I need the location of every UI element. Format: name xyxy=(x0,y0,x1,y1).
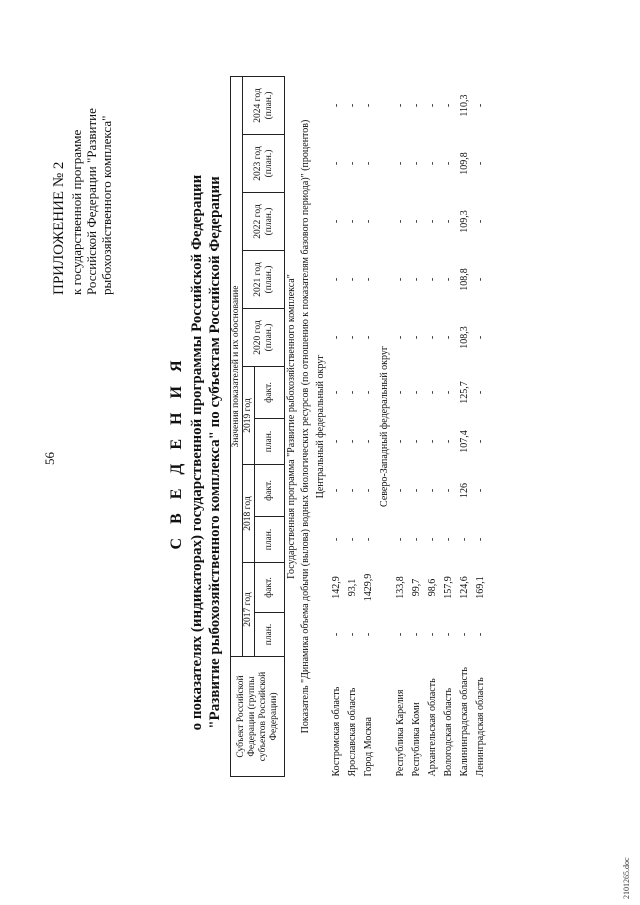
value-cell: - xyxy=(331,632,342,637)
appendix-line: к государственной программе xyxy=(69,129,84,295)
table-row xyxy=(409,77,425,777)
value-cell: - xyxy=(347,537,358,542)
value-cell: - xyxy=(411,488,422,493)
value-cell: - xyxy=(427,390,438,395)
value-cell: - xyxy=(347,488,358,493)
value-cell: - xyxy=(443,439,454,444)
value-cell: - xyxy=(443,632,454,637)
value-cell: - xyxy=(475,335,486,340)
value-cell: - xyxy=(475,439,486,444)
indicators-table xyxy=(230,76,489,777)
year-2020-header: 2020 год (план.) xyxy=(243,309,285,367)
value-cell: 110,3 xyxy=(459,94,470,117)
value-cell: - xyxy=(443,390,454,395)
value-cell: - xyxy=(443,277,454,282)
value-cell: - xyxy=(347,335,358,340)
value-cell: - xyxy=(395,277,406,282)
value-cell: - xyxy=(347,439,358,444)
value-cell: 133,8 xyxy=(395,576,406,599)
appendix-line: Российской Федерации "Развитие xyxy=(84,108,99,295)
region-name: Ярославская область xyxy=(347,687,358,777)
table-row xyxy=(473,77,489,777)
value-cell: - xyxy=(331,335,342,340)
value-cell: 169,1 xyxy=(475,576,486,599)
value-cell: - xyxy=(363,103,374,108)
document-title: С В Е Д Е Н И Я xyxy=(168,355,185,550)
district-title: Северо-Западный федеральный округ xyxy=(378,346,390,507)
value-cell: 1429,9 xyxy=(363,573,374,602)
value-cell: - xyxy=(363,537,374,542)
value-cell: - xyxy=(363,335,374,340)
value-cell: - xyxy=(411,537,422,542)
table-row xyxy=(329,77,345,777)
value-cell: - xyxy=(459,537,470,542)
value-cell: - xyxy=(443,537,454,542)
region-name: Ленинградская область xyxy=(475,677,486,777)
value-cell: - xyxy=(395,335,406,340)
value-cell: - xyxy=(331,488,342,493)
appendix-block xyxy=(52,15,114,295)
value-cell: 93,1 xyxy=(347,578,358,597)
value-cell: 109,8 xyxy=(459,152,470,175)
table-row xyxy=(425,77,441,777)
fact-header: факт. xyxy=(255,563,285,613)
subject-column-header: Субъект Российской Федерации (группы субъектов Российской Федерации) xyxy=(231,657,285,777)
value-cell: - xyxy=(331,219,342,224)
program-title: Государственная программа "Развитие рыбохозяйственного комплекса" xyxy=(285,274,297,579)
value-cell: - xyxy=(411,277,422,282)
value-cell: - xyxy=(475,632,486,637)
value-cell: - xyxy=(427,161,438,166)
value-cell: - xyxy=(347,277,358,282)
value-cell: - xyxy=(363,161,374,166)
value-cell: - xyxy=(443,488,454,493)
value-cell: - xyxy=(443,161,454,166)
value-cell: - xyxy=(411,390,422,395)
year-2019-header: 2019 год xyxy=(243,367,255,465)
value-cell: - xyxy=(475,219,486,224)
appendix-title: ПРИЛОЖЕНИЕ № 2 xyxy=(51,161,67,295)
table-row xyxy=(361,77,377,777)
value-cell: - xyxy=(363,219,374,224)
appendix-line: рыбохозяйственного комплекса" xyxy=(99,115,114,295)
value-cell: - xyxy=(395,219,406,224)
fact-header: факт. xyxy=(255,465,285,517)
value-cell: 108,8 xyxy=(459,268,470,291)
plan-header: план. xyxy=(255,419,285,465)
subtitle-line: "Развитие рыбохозяйственного комплекса" по субъектам Российской Федерации xyxy=(207,176,223,729)
table-row xyxy=(441,77,457,777)
value-cell: 107,4 xyxy=(459,430,470,453)
value-cell: - xyxy=(395,632,406,637)
value-cell: - xyxy=(395,488,406,493)
value-cell: - xyxy=(427,537,438,542)
value-cell: - xyxy=(443,103,454,108)
plan-header: план. xyxy=(255,517,285,563)
value-cell: - xyxy=(331,390,342,395)
value-cell: - xyxy=(331,537,342,542)
value-cell: 109,3 xyxy=(459,210,470,233)
table-row xyxy=(345,77,361,777)
value-cell: - xyxy=(347,632,358,637)
value-cell: - xyxy=(475,537,486,542)
value-cell: - xyxy=(347,161,358,166)
value-cell: - xyxy=(427,632,438,637)
value-cell: 125,7 xyxy=(459,381,470,404)
value-cell: 108,3 xyxy=(459,326,470,349)
value-cell: - xyxy=(411,161,422,166)
document-id: 2101265.doc xyxy=(622,857,631,899)
document-subtitle xyxy=(188,0,224,905)
region-name: Республика Карелия xyxy=(395,689,406,777)
value-cell: - xyxy=(411,632,422,637)
value-cell: - xyxy=(363,488,374,493)
value-cell: - xyxy=(331,277,342,282)
value-cell: - xyxy=(459,632,470,637)
value-cell: - xyxy=(347,390,358,395)
region-name: Город Москва xyxy=(363,717,374,777)
value-cell: - xyxy=(427,219,438,224)
fact-header: факт. xyxy=(255,367,285,419)
region-name: Костромская область xyxy=(331,686,342,777)
value-cell: - xyxy=(363,439,374,444)
value-cell: - xyxy=(395,390,406,395)
value-cell: - xyxy=(395,161,406,166)
value-cell: 98,6 xyxy=(427,578,438,597)
value-cell: - xyxy=(475,277,486,282)
value-cell: - xyxy=(331,103,342,108)
table-row xyxy=(393,77,409,777)
value-cell: - xyxy=(427,277,438,282)
value-cell: - xyxy=(363,390,374,395)
region-name: Калининградская область xyxy=(459,667,470,777)
table-row xyxy=(457,77,473,777)
value-cell: - xyxy=(475,161,486,166)
value-cell: - xyxy=(347,219,358,224)
district-title: Центральный федеральный округ xyxy=(314,354,326,499)
value-cell: - xyxy=(395,537,406,542)
value-cell: - xyxy=(475,390,486,395)
value-cell: 124,6 xyxy=(459,576,470,599)
year-2021-header: 2021 год (план.) xyxy=(243,251,285,309)
value-cell: - xyxy=(331,439,342,444)
region-name: Республика Коми xyxy=(411,702,422,777)
page-number: 56 xyxy=(42,452,57,465)
value-cell: 142,9 xyxy=(331,576,342,599)
value-cell: - xyxy=(427,488,438,493)
value-cell: - xyxy=(475,488,486,493)
value-cell: - xyxy=(475,103,486,108)
value-cell: - xyxy=(411,439,422,444)
year-2018-header: 2018 год xyxy=(243,465,255,563)
value-cell: - xyxy=(347,103,358,108)
year-2023-header: 2023 год (план.) xyxy=(243,135,285,193)
value-cell: - xyxy=(411,335,422,340)
value-cell: - xyxy=(395,103,406,108)
value-cell: - xyxy=(427,439,438,444)
value-cell: - xyxy=(427,103,438,108)
value-cell: 126 xyxy=(459,483,470,498)
plan-header: план. xyxy=(255,613,285,657)
year-2017-header: 2017 год xyxy=(243,563,255,657)
value-cell: - xyxy=(363,277,374,282)
value-cell: - xyxy=(443,219,454,224)
region-name: Архангельская область xyxy=(427,678,438,777)
subtitle-line: о показателях (индикаторах) государственной программы Российской Федерации xyxy=(189,174,205,731)
value-cell: - xyxy=(411,103,422,108)
value-cell: - xyxy=(395,439,406,444)
value-cell: - xyxy=(411,219,422,224)
value-cell: - xyxy=(363,632,374,637)
value-cell: 99,7 xyxy=(411,578,422,597)
indicator-title: Показатель "Динамика объема добычи (вылова) водных биологических ресурсов (по отношению к показателям базового периода)" (процентов) xyxy=(299,119,311,734)
year-2022-header: 2022 год (план.) xyxy=(243,193,285,251)
value-cell: - xyxy=(427,335,438,340)
region-name: Вологодская область xyxy=(443,687,454,777)
value-cell: - xyxy=(443,335,454,340)
value-cell: 157,9 xyxy=(443,576,454,599)
value-cell: - xyxy=(331,161,342,166)
year-2024-header: 2024 год (план.) xyxy=(243,77,285,135)
values-group-header: Значения показателей и их обоснование xyxy=(231,77,243,657)
